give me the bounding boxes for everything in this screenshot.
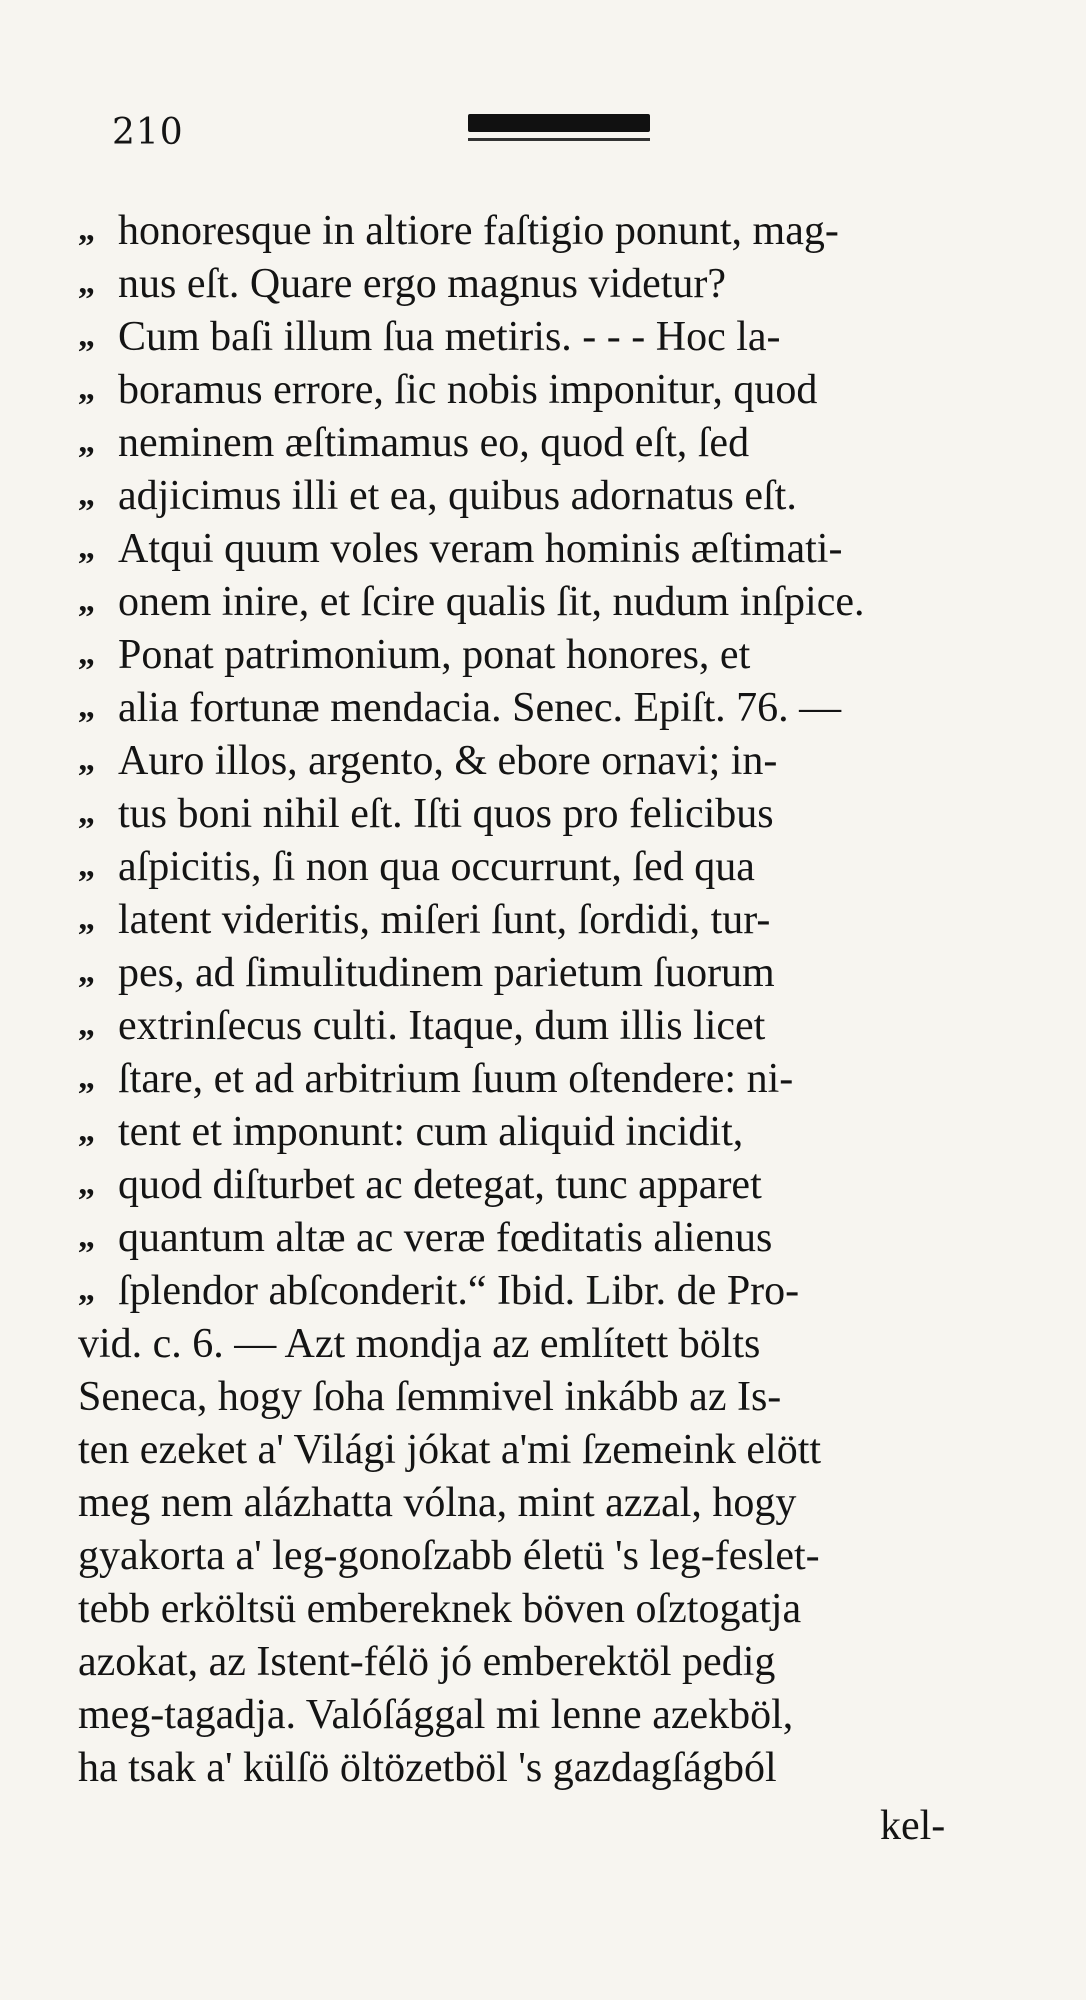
text-line <box>78 1424 1028 1477</box>
quote-mark: „ <box>78 582 95 619</box>
line-text: adjicimus illi et ea, quibus adornatus eſt. <box>118 473 797 519</box>
line-text: meg-tagadja. Valóſággal mi lenne azekböl, <box>78 1692 794 1738</box>
text-line <box>78 947 1028 1000</box>
text-line <box>78 205 1028 258</box>
text-line <box>78 470 1028 523</box>
quote-mark: „ <box>78 317 95 354</box>
text-line <box>78 364 1028 417</box>
text-line <box>78 1159 1028 1212</box>
ornament-rule <box>468 114 650 132</box>
text-line <box>78 1318 1028 1371</box>
quote-mark: „ <box>78 1271 95 1308</box>
quote-mark: „ <box>78 635 95 672</box>
text-line <box>78 258 1028 311</box>
line-text: vid. c. 6. — Azt mondja az említett bölts <box>78 1321 761 1367</box>
line-text: onem inire, et ſcire qualis ſit, nudum inſpice. <box>118 579 865 625</box>
text-line <box>78 735 1028 788</box>
text-line <box>78 1053 1028 1106</box>
line-text: quantum altæ ac veræ fœditatis alienus <box>118 1215 773 1261</box>
quote-mark: „ <box>78 476 95 513</box>
line-text: latent videritis, miſeri ſunt, ſordidi, tur- <box>118 897 771 943</box>
quote-mark: „ <box>78 953 95 990</box>
line-text: neminem æſtimamus eo, quod eſt, ſed <box>118 420 750 466</box>
quote-mark: „ <box>78 847 95 884</box>
text-line <box>78 1477 1028 1530</box>
quote-mark: „ <box>78 1006 95 1043</box>
line-text: pes, ad ſimulitudinem parietum ſuorum <box>118 950 775 996</box>
quote-mark: „ <box>78 370 95 407</box>
line-text: Cum baſi illum ſua metiris. - - - Hoc la- <box>118 314 781 360</box>
line-text: quod diſturbet ac detegat, tunc apparet <box>118 1162 762 1208</box>
text-line <box>78 629 1028 682</box>
quote-mark: „ <box>78 688 95 725</box>
text-line <box>78 1212 1028 1265</box>
text-line <box>78 576 1028 629</box>
quote-mark: „ <box>78 741 95 778</box>
quote-mark: „ <box>78 794 95 831</box>
text-line <box>78 1636 1028 1689</box>
line-text: honoresque in altiore faſtigio ponunt, mag- <box>118 208 839 254</box>
text-line <box>78 1530 1028 1583</box>
line-text: boramus errore, ſic nobis imponitur, quod <box>118 367 818 413</box>
line-text: Ponat patrimonium, ponat honores, et <box>118 632 751 678</box>
quote-mark: „ <box>78 1059 95 1096</box>
line-text: ha tsak a' külſö öltözetböl 's gazdagſágból <box>78 1745 777 1791</box>
quote-mark: „ <box>78 1112 95 1149</box>
line-text: tus boni nihil eſt. Iſti quos pro felicibus <box>118 791 774 837</box>
page-number: 210 <box>112 112 184 153</box>
quote-mark: „ <box>78 529 95 566</box>
text-line <box>78 841 1028 894</box>
text-line <box>78 1000 1028 1053</box>
quote-mark: „ <box>78 211 95 248</box>
text-line <box>78 1106 1028 1159</box>
text-line <box>78 1265 1028 1318</box>
line-text: Atqui quum voles veram hominis æſtimati- <box>118 526 843 572</box>
quote-mark: „ <box>78 423 95 460</box>
line-text: Seneca, hogy ſoha ſemmivel inkább az Is- <box>78 1374 782 1420</box>
line-text: tebb erköltsü embereknek böven oſztogatja <box>78 1586 802 1632</box>
text-line <box>78 1742 1028 1795</box>
line-text: tent et imponunt: cum aliquid incidit, <box>118 1109 744 1155</box>
text-line <box>78 1371 1028 1424</box>
quote-mark: „ <box>78 900 95 937</box>
line-text: aſpicitis, ſi non qua occurrunt, ſed qua <box>118 844 755 890</box>
line-text: extrinſecus culti. Itaque, dum illis licet <box>118 1003 766 1049</box>
catchword: kel- <box>880 1803 946 1849</box>
line-text: nus eſt. Quare ergo magnus videtur? <box>118 261 727 307</box>
line-text: ſplendor abſconderit.“ Ibid. Libr. de Pro- <box>118 1268 800 1314</box>
line-text: Auro illos, argento, & ebore ornavi; in- <box>118 738 778 784</box>
text-line <box>78 311 1028 364</box>
text-line <box>78 417 1028 470</box>
line-text: ten ezeket a' Világi jókat a'mi ſzemeink elött <box>78 1427 822 1473</box>
text-line <box>78 523 1028 576</box>
page-header <box>112 104 962 164</box>
text-line <box>78 682 1028 735</box>
quote-mark: „ <box>78 1218 95 1255</box>
text-line <box>78 1583 1028 1636</box>
quote-mark: „ <box>78 264 95 301</box>
line-text: meg nem alázhatta vólna, mint azzal, hogy <box>78 1480 797 1526</box>
quote-mark: „ <box>78 1165 95 1202</box>
text-line <box>78 894 1028 947</box>
line-text: alia fortunæ mendacia. Senec. Epiſt. 76. — <box>118 685 842 731</box>
body-text <box>78 205 1028 1795</box>
line-text: gyakorta a' leg-gonoſzabb életü 's leg-feslet- <box>78 1533 820 1579</box>
text-line <box>78 1689 1028 1742</box>
text-line <box>78 788 1028 841</box>
line-text: azokat, az Istent-félö jó emberektöl pedig <box>78 1639 776 1685</box>
line-text: ſtare, et ad arbitrium ſuum oſtendere: ni- <box>118 1056 794 1102</box>
